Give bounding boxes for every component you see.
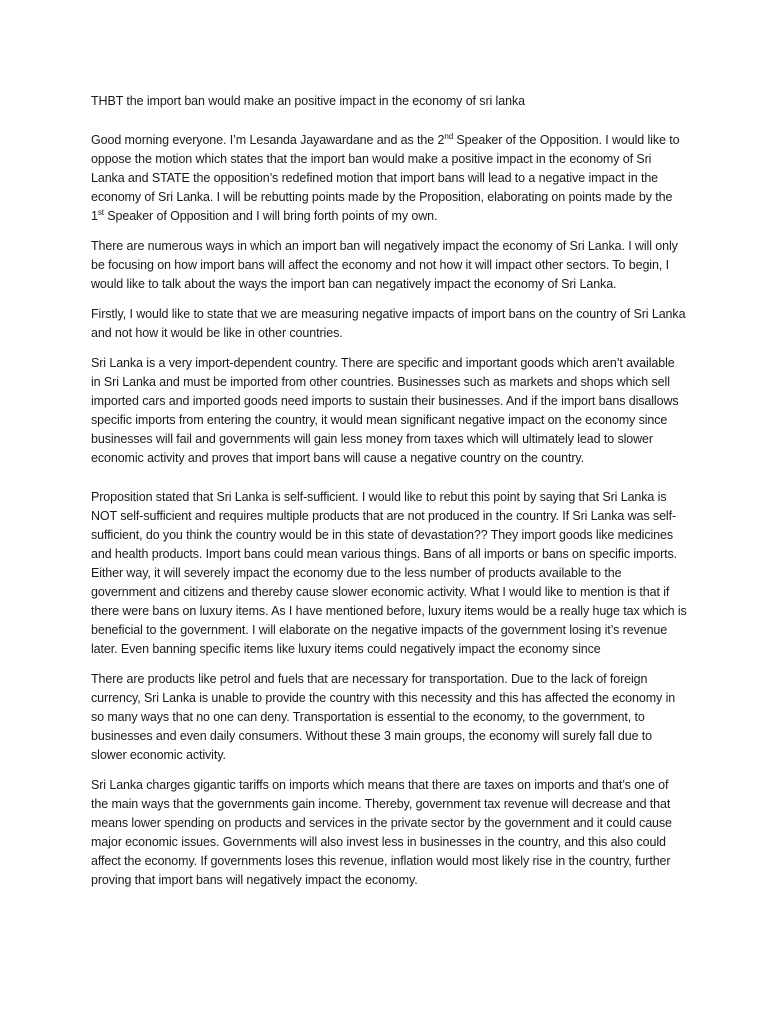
paragraph: There are numerous ways in which an import ban will negatively impact the economy of Sri Lanka. I will only be focusing on how import bans will affect the economy and not how it will impact other sectors. To begin, I would like to talk about the ways the import ban can negatively impact the economy of Sri Lanka.	[91, 239, 678, 291]
paragraph: There are products like petrol and fuels that are necessary for transportation. Due to the lack of foreign currency, Sri Lanka is unable to provide the country with this necessity and this has affected the economy in so many ways that no one can deny. Transportation is essential to the economy, to the government, to businesses and even daily consumers. Without these 3 main groups, the economy will surely fall due to slower economic activity.	[91, 672, 676, 762]
document-title: THBT the import ban would make an positive impact in the economy of sri lanka	[91, 94, 525, 108]
paragraph: Sri Lanka is a very import-dependent country. There are specific and important goods which aren’t available in Sri Lanka and must be imported from other countries. Businesses such as markets and shops which sell imported cars and imported goods need imports to sustain their businesses. And if the import bans disallows specific imports from entering the country, it would mean significant negative impact on the economy since businesses will fail and governments will gain less money from taxes which will ultimately lead to slower economic activity and proves that import bans will cause a negative country on the country.	[91, 356, 679, 465]
paragraph: Proposition stated that Sri Lanka is self-sufficient. I would like to rebut this point by saying that Sri Lanka is NOT self-sufficient and requires multiple products that are not produced in the country. If Sri Lanka was self-sufficient, do you think the country would be in this state of devastation?? They import goods like medicines and health products. Import bans could mean various things. Bans of all imports or bans on specific imports. Either way, it will severely impact the economy due to the less number of products available to the government and citizens and thereby cause slower economic activity. What I would like to mention is that if there were bans on luxury items. As I have mentioned before, luxury items would be a really huge tax which is beneficial to the government. I will elaborate on the negative impacts of the government losing it’s revenue later. Even banning specific items like luxury items could negatively impact the economy since	[91, 490, 687, 656]
intro-paragraph	[91, 131, 687, 226]
document-page	[91, 92, 687, 901]
ordinal-superscript: nd	[444, 131, 454, 141]
paragraph: Firstly, I would like to state that we are measuring negative impacts of import bans on the country of Sri Lanka and not how it would be like in other countries.	[91, 307, 686, 340]
ordinal-superscript: st	[97, 207, 104, 217]
intro-text-1: Good morning everyone. I’m Lesanda Jayawardane and as the 2	[91, 133, 445, 147]
intro-text-3: Speaker of Opposition and I will bring forth points of my own.	[103, 209, 438, 223]
paragraph: Sri Lanka charges gigantic tariffs on imports which means that there are taxes on imports and that’s one of the main ways that the governments gain income. Thereby, government tax revenue will decrease and that means lower spending on products and services in the private sector by the government and it could cause major economic issues. Governments will also invest less in businesses in the country, and this also could affect the economy. If governments loses this revenue, inflation would most likely rise in the country, further proving that import bans will negatively impact the economy.	[91, 778, 672, 887]
intro-text-2: Speaker of the Opposition. I would like to oppose the motion which states that the import ban would make a positive impact in the economy of Sri Lanka and STATE the opposition’s redefined motion that import bans will lead to a negative impact in the economy of Sri Lanka. I will be rebutting points made by the Proposition, elaborating on points made by the 1	[91, 133, 680, 223]
